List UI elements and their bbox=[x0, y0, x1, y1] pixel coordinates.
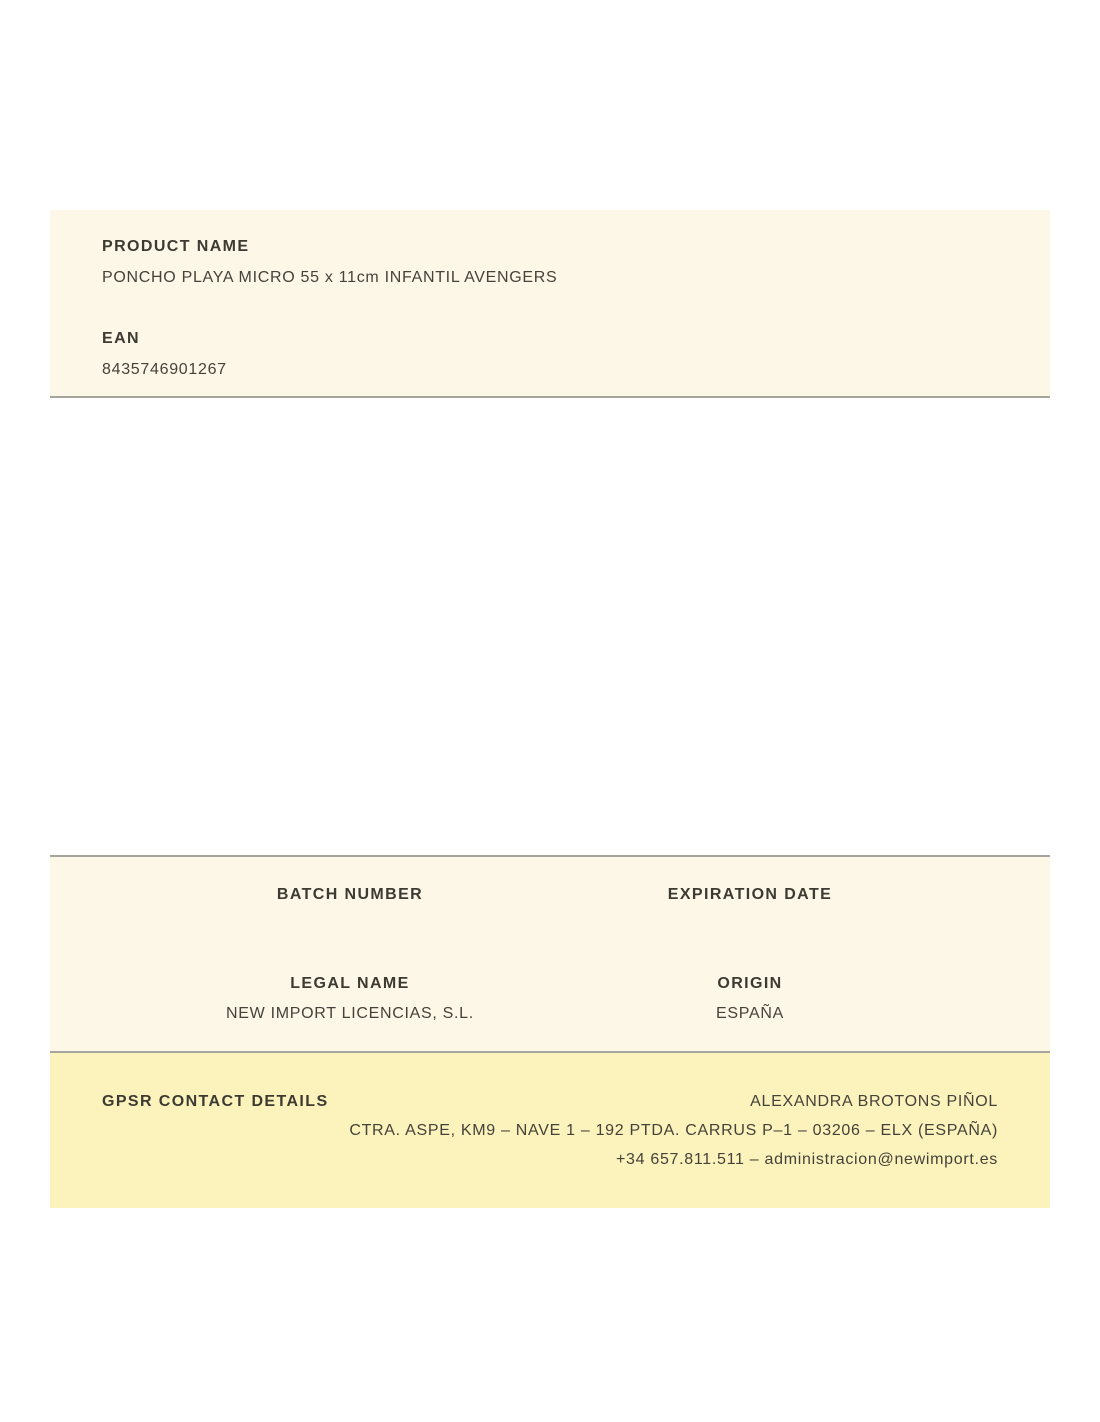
ean-value: 8435746901267 bbox=[102, 361, 227, 378]
expiration-date-label: EXPIRATION DATE bbox=[667, 886, 833, 903]
origin-label: ORIGIN bbox=[717, 975, 783, 992]
origin-value: ESPAÑA bbox=[716, 1005, 784, 1022]
product-info-section bbox=[50, 210, 1050, 398]
legal-name-label: LEGAL NAME bbox=[290, 975, 410, 992]
gpsr-contact-label: GPSR CONTACT DETAILS bbox=[102, 1093, 329, 1110]
batch-info-section bbox=[50, 855, 1050, 1053]
product-name-value: PONCHO PLAYA MICRO 55 x 11cm INFANTIL AVENGERS bbox=[102, 269, 558, 286]
gpsr-contact-section bbox=[50, 1053, 1050, 1208]
gpsr-contact-address: CTRA. ASPE, KM9 – NAVE 1 – 192 PTDA. CARRUS P–1 – 03206 – ELX (ESPAÑA) bbox=[349, 1122, 998, 1139]
legal-name-value: NEW IMPORT LICENCIAS, S.L. bbox=[226, 1005, 474, 1022]
product-name-label: PRODUCT NAME bbox=[102, 238, 250, 255]
batch-number-label: BATCH NUMBER bbox=[276, 886, 424, 903]
gpsr-contact-name: ALEXANDRA BROTONS PIÑOL bbox=[750, 1093, 998, 1110]
gpsr-contact-phone-email: +34 657.811.511 – administracion@newimport.es bbox=[615, 1151, 998, 1168]
ean-label: EAN bbox=[102, 330, 140, 347]
